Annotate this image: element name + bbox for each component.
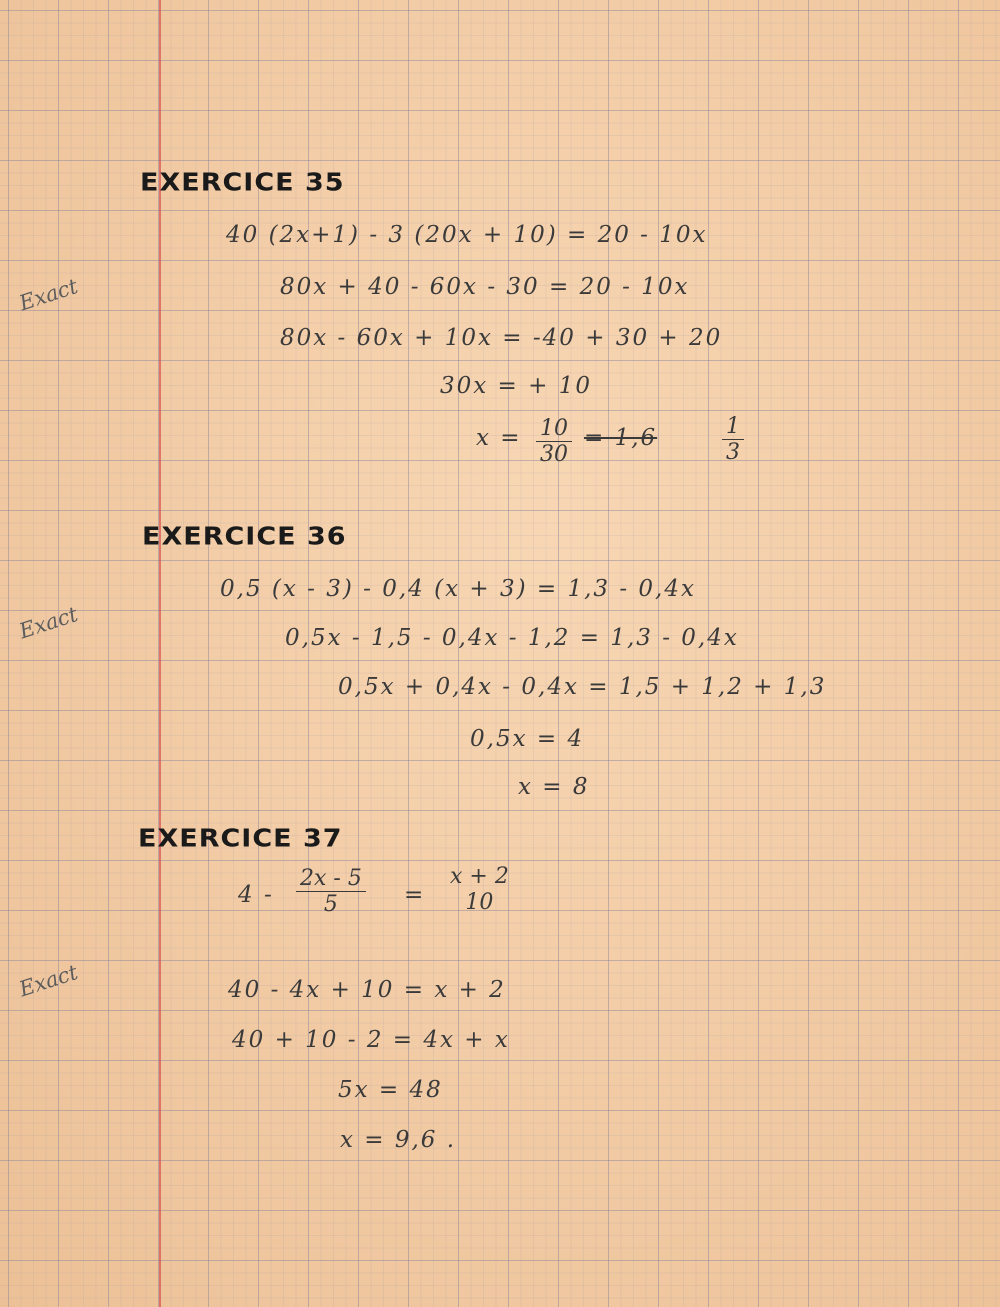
exercise-35-line: 30x = + 10	[440, 373, 592, 399]
fraction-denominator: 30	[540, 442, 568, 467]
exercise-36-line: 0,5x + 0,4x - 0,4x = 1,5 + 1,2 + 1,3	[338, 674, 827, 700]
exercise-36-line: x = 8	[518, 774, 590, 800]
exercise-36-line: 0,5 (x - 3) - 0,4 (x + 3) = 1,3 - 0,4x	[220, 576, 696, 602]
fraction-denominator: 10	[465, 890, 494, 915]
exercise-37-title: EXERCICE 37	[138, 824, 343, 853]
exercise-36-title: EXERCICE 36	[142, 522, 347, 551]
exercise-35-line: 80x - 60x + 10x = -40 + 30 + 20	[280, 325, 723, 351]
exercise-35-line: x =	[476, 425, 522, 451]
exercise-35-fraction	[536, 416, 572, 467]
exercise-35-line: 40 (2x+1) - 3 (20x + 10) = 20 - 10x	[226, 222, 708, 248]
margin-note-exact: Exact	[16, 602, 81, 644]
equals-sign: =	[404, 882, 426, 908]
exercise-35-title: EXERCICE 35	[140, 168, 345, 197]
exercise-36-line: 0,5x = 4	[470, 726, 585, 752]
exercise-37-line: x = 9,6 .	[340, 1127, 457, 1153]
equation-prefix: 4 -	[238, 882, 274, 908]
right-fraction	[446, 864, 513, 915]
exercise-37-line: 5x = 48	[338, 1077, 443, 1103]
exercise-37-line: 40 - 4x + 10 = x + 2	[228, 977, 506, 1003]
exercise-35-struck-result: = 1,6	[584, 425, 658, 451]
margin-note-exact: Exact	[16, 274, 81, 316]
fraction-numerator: x + 2	[450, 864, 509, 889]
exercise-35-result-fraction	[722, 414, 744, 465]
fraction-denominator: 5	[323, 892, 338, 917]
exercise-35-line: 80x + 40 - 60x - 30 = 20 - 10x	[280, 274, 690, 300]
fraction-numerator: 10	[540, 416, 568, 441]
margin-note-exact: Exact	[16, 960, 81, 1002]
exercise-37-line: 40 + 10 - 2 = 4x + x	[232, 1027, 510, 1053]
left-fraction	[296, 866, 366, 917]
fraction-numerator: 2x - 5	[300, 866, 362, 891]
fraction-denominator: 3	[726, 440, 740, 465]
exercise-36-line: 0,5x - 1,5 - 0,4x - 1,2 = 1,3 - 0,4x	[285, 625, 739, 651]
fraction-numerator: 1	[726, 414, 740, 439]
